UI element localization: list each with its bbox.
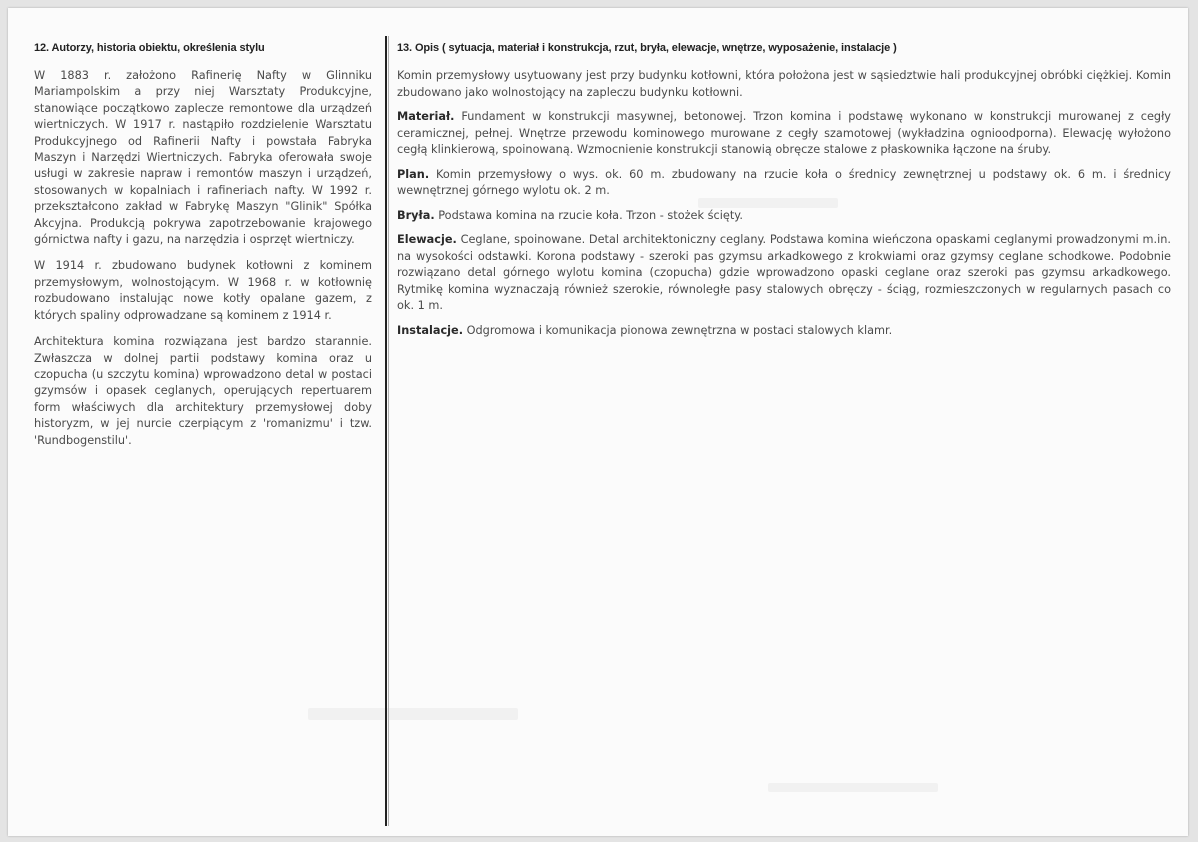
scan-bleed bbox=[308, 708, 518, 720]
history-paragraph: W 1914 r. zbudowano budynek kotłowni z kominem przemysłowym, wolnostojącym. W 1968 r. w kotłownię rozbudowano instalując nowe kotły opalane gazem, z których spaliny odprowadzane są kominem z 1914 r. bbox=[34, 259, 372, 322]
section-12-column bbox=[34, 42, 372, 459]
plan-text: Komin przemysłowy o wys. ok. 60 m. zbudowany na rzucie koła o średnicy zewnętrznej u podstawy ok. 6 m. i średnicy wewnętrznej górnego wylotu ok. 2 m. bbox=[397, 167, 1171, 197]
form-term: Bryła. bbox=[397, 208, 435, 222]
record-card bbox=[8, 8, 1188, 836]
installations-text: Odgromowa i komunikacja pionowa zewnętrzna w postaci stalowych klamr. bbox=[463, 323, 893, 337]
history-paragraph: W 1883 r. założono Rafinerię Nafty w Glinniku Mariampolskim a przy niej Warsztaty Produkcyjne, stanowiące początkowo zaplecze remontowe dla urządzeń wiertniczych. W 1917 r. nastąpiło rozdzielenie Warsztatu Produkcyjnego od Rafinerii Nafty i powstała Fabryka Maszyn i Narzędzi Wiertniczych. Fabryka oferowała swoje usługi w zakresie napraw i remontów maszyn i urządzeń, stosowanych w kopalniach i rafineriach nafty. W 1992 r. przekształcono zakład w Fabrykę Maszyn "Glinik" Spółka Akcyjna. Produkcją pokrywa zapotrzebowanie krajowego górnictwa nafty i gazu, na narzędzia i osprzęt wiertniczy. bbox=[34, 69, 372, 247]
column-divider bbox=[385, 36, 387, 826]
elevations-text: Ceglane, spoinowane. Detal architektoniczny ceglany. Podstawa komina wieńczona opaskami ceglanymi prowadzonymi m.in. na wysokości odstawki. Korona podstawy - szeroki pas gzymsu arkadkowego z krokwiami oraz gzymsy ceglane schodkowe. Podobnie rozwiązano detal górnego wylotu komina (czopucha) gdzie wprowadzono opaski ceglane oraz szeroki pas gzymsu arkadkowego. Rytmikę komina wyznaczają również szerokie, równoległe pasy stalowych obręczy - ściąg, rozmieszczonych w regularnych pasach co ok. 1 m. bbox=[397, 233, 1171, 312]
style-paragraph: Architektura komina rozwiązana jest bardzo starannie. Zwłaszcza w dolnej partii podstawy komina oraz u czopucha (u szczytu komina) wprowadzono detal w postaci gzymsów i opasek ceglanych, operujących repertuarem form właściwych dla architektury przemysłowej doby historyzm, w jej nurcie czerpiącym z 'romanizmu' i tzw. 'Rundbogenstilu'. bbox=[34, 335, 372, 447]
elevations-paragraph bbox=[397, 232, 1171, 315]
plan-paragraph bbox=[397, 167, 1171, 200]
installations-paragraph bbox=[397, 323, 1171, 340]
installations-term: Instalacje. bbox=[397, 323, 464, 337]
form-text: Podstawa komina na rzucie koła. Trzon - stożek ścięty. bbox=[434, 208, 743, 222]
material-term: Materiał. bbox=[397, 110, 455, 123]
situation-paragraph: Komin przemysłowy usytuowany jest przy budynku kotłowni, która położona jest w sąsiedztwie hali produkcyjnej obróbki ciężkiej. Komin zbudowano jako wolnostojący na zapleczu budynku kotłowni. bbox=[397, 69, 1171, 99]
scan-bleed bbox=[768, 783, 938, 792]
form-paragraph bbox=[397, 208, 1171, 225]
material-text: Fundament w konstrukcji masywnej, betonowej. Trzon komina i podstawę wykonano w konstrukcji murowanej z cegły ceramicznej, pełnej. Wnętrze przewodu kominowego murowane z cegły szamotowej (wykładzina ognioodporna). Elewację wyłożono cegłą klinkierową, spoinowaną. Wzmocnienie konstrukcji stanowią obręcze stalowe z płaskownika łączone na śruby. bbox=[397, 110, 1171, 156]
section-13-column bbox=[397, 42, 1171, 347]
material-paragraph bbox=[397, 109, 1171, 159]
elevations-term: Elewacje. bbox=[397, 233, 457, 246]
column-divider-shadow bbox=[388, 36, 389, 826]
section-13-heading: 13. Opis ( sytuacja, materiał i konstrukcja, rzut, bryła, elewacje, wnętrze, wyposażenie, instalacje ) bbox=[397, 42, 897, 54]
section-12-heading: 12. Autorzy, historia obiektu, określenia stylu bbox=[34, 42, 265, 54]
plan-term: Plan. bbox=[397, 167, 430, 181]
